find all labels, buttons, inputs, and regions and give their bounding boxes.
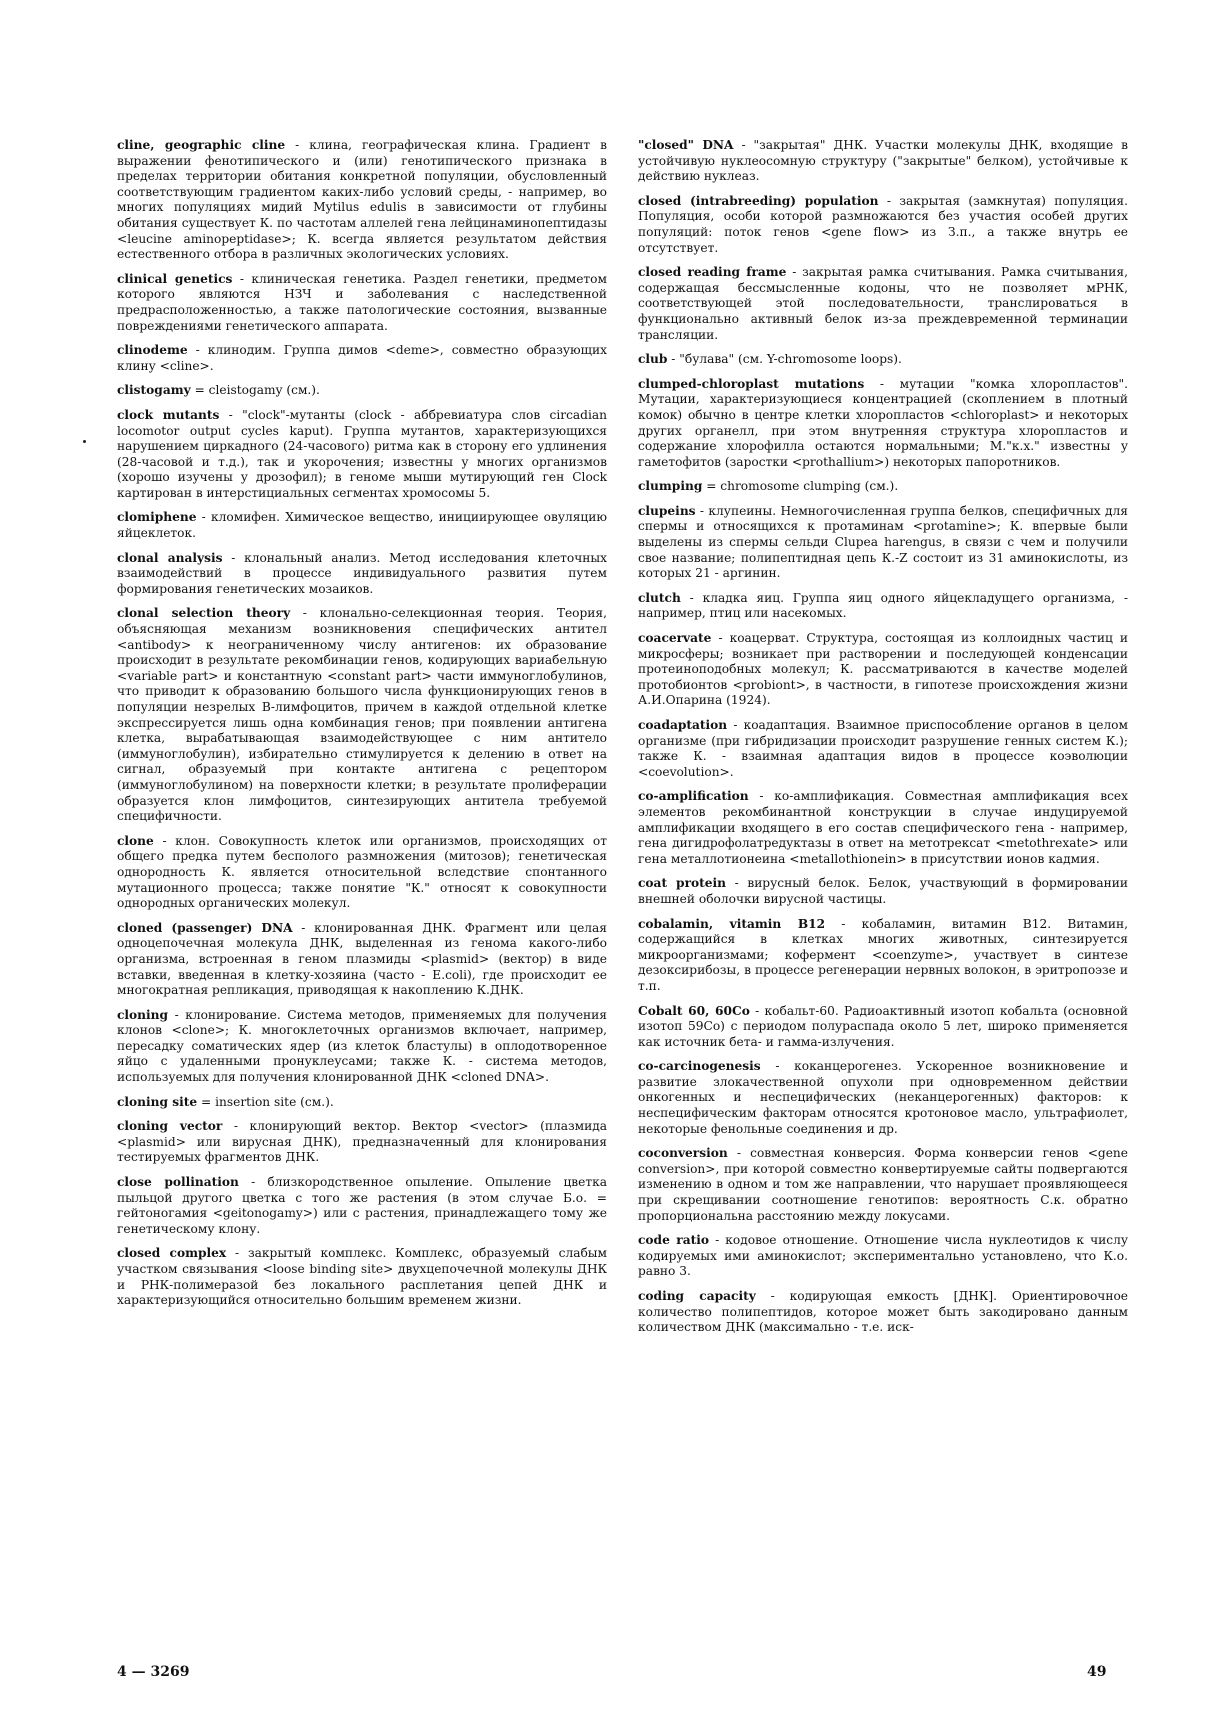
entry-term: closed reading frame	[638, 265, 787, 280]
dictionary-entry	[117, 1095, 607, 1111]
dictionary-entry	[117, 510, 607, 541]
entry-term: clinical genetics	[117, 271, 233, 286]
entry-term: clone	[117, 833, 154, 848]
dictionary-entry	[638, 876, 1128, 907]
dictionary-entry	[638, 377, 1128, 471]
printer-signature: 4 — 3269	[117, 1664, 190, 1680]
entry-definition: - кодовое отношение. Отношение числа нуклеотидов к числу кодируемых ими аминокислот; экспериментально установлено, что К.о. равно 3.	[638, 1233, 1128, 1279]
entry-term: co-amplification	[638, 789, 749, 804]
entry-term: club	[638, 352, 668, 367]
entry-term: Cobalt 60, 60Co	[638, 1003, 750, 1018]
entry-definition: - клонально-селекционная теория. Теория, объясняющая механизм возникновения специфических антител <antibody> к неограниченному числу антигенов: их образование происходит в результате рекомбинации генов, кодирующих вариабельную <variable part> и константную <constant part> части иммуноглобулинов, что приводит к образованию большого числа функционирующих генов в популяции незрелых В-лимфоцитов, причем в каждой отдельной клетке экспрессируется лишь одна комбинация генов; при появлении антигена клетка, вырабатывающая взаимодействующее с ним антитело (иммуноглобулин), избирательно стимулируется к делению в ответ на сигнал, образуемый при контакте антигена с рецептором (иммуноглобулином) на поверхности клетки; в результате пролиферации образуется клон лимфоцитов, синтезирующих антитела требуемой специфичности.	[117, 606, 607, 824]
entry-definition: = insertion site (см.).	[197, 1094, 334, 1109]
entry-term: clistogamy	[117, 383, 191, 398]
entry-definition: - "булава" (см. Y-chromosome loops).	[667, 352, 902, 367]
dictionary-entry	[638, 1146, 1128, 1224]
entry-term: closed complex	[117, 1246, 227, 1261]
dictionary-entry	[638, 789, 1128, 867]
dictionary-entry	[117, 138, 607, 263]
dictionary-entry	[117, 408, 607, 502]
entry-definition: - близкородственное опыление. Опыление цветка пыльцой другого цветка с того же растения (в этом случае Б.о. = гейтоногамия <geitonogamy>) или с растения, принадлежащего тому же генетическому клону.	[117, 1175, 607, 1236]
entry-term: clutch	[638, 590, 681, 605]
scan-speck	[83, 440, 86, 443]
entry-definition: - клон. Совокупность клеток или организмов, происходящих от общего предка путем бесполого размножения (митозов); генетическая однородность К. является относительной вследствие спонтанного мутационного процесса; также понятие "К." относят к совокупности однородных органических молекул.	[117, 833, 607, 911]
entry-term: cloning vector	[117, 1119, 223, 1134]
entry-term: cloning	[117, 1007, 169, 1022]
entry-term: clumping	[638, 479, 703, 494]
entry-definition: - мутации "комка хлоропластов". Мутации, характеризующиеся концентрацией (скоплением в плотный комок) обычно в центре клетки хлоропластов <chloroplast> и некоторых других органелл, при этом внутренняя структура хлоропластов и содержание хлорофилла остаются нормальными; М."к.х." известны у гаметофитов (заростки <prothallium>) некоторых папоротников.	[638, 376, 1128, 469]
dictionary-entry	[117, 606, 607, 824]
entry-term: code ratio	[638, 1233, 709, 1248]
dictionary-entry	[638, 504, 1128, 582]
dictionary-entry	[638, 352, 1128, 368]
entry-definition: - коадаптация. Взаимное приспособление органов в целом организме (при гибридизации происходит разрушение генных систем К.); также К. - взаимная адаптация видов в процессе коэволюции <coevolution>.	[638, 718, 1128, 779]
entry-definition: - клупеины. Немногочисленная группа белков, специфичных для спермы и относящихся к протаминам <protamine>; К. впервые были выделены из спермы сельди Clupea harengus, в связи с чем и получили свое название; полипептидная цепь К.-Z состоит из 31 аминокислоты, из которых 21 - аргинин.	[638, 503, 1128, 581]
entry-definition: - клинодим. Группа димов <deme>, совместно образующих клину <cline>.	[117, 343, 607, 373]
dictionary-entry	[638, 194, 1128, 256]
dictionary-entry	[117, 1175, 607, 1237]
entry-definition: = cleistogamy (см.).	[190, 383, 320, 398]
dictionary-entry	[638, 1289, 1128, 1336]
entry-term: clomiphene	[117, 510, 197, 525]
entry-term: clock mutants	[117, 407, 220, 422]
entry-definition: - коацерват. Структура, состоящая из коллоидных частиц и микросферы; возникает при растворении и последующей конденсации протеиноподобных молекул; К. рассматриваются в качестве моделей протобионтов <probiont>, в частности, в гипотезе происхождения жизни А.И.Опарина (1924).	[638, 631, 1128, 708]
page-number: 49	[1087, 1664, 1107, 1680]
entry-definition: - клиническая генетика. Раздел генетики, предметом которого являются НЗЧ и заболевания с наследственной предрасположенностью, а также патологические состояния, вызванные повреждениями генетического аппарата.	[117, 271, 607, 333]
dictionary-entry	[117, 921, 607, 999]
entry-term: cobalamin, vitamin B12	[638, 916, 826, 931]
dictionary-entry	[117, 1246, 607, 1308]
entry-term: clumped-chloroplast mutations	[638, 376, 865, 391]
entry-term: clonal selection theory	[117, 606, 291, 621]
entry-definition: - кломифен. Химическое вещество, инициирующее овуляцию яйцеклеток.	[117, 510, 607, 541]
dictionary-entry	[117, 551, 607, 598]
entry-term: coconversion	[638, 1146, 728, 1161]
dictionary-entry	[117, 383, 607, 399]
entry-term: coadaptation	[638, 718, 728, 732]
dictionary-entry	[638, 1004, 1128, 1051]
entry-definition: - "закрытая" ДНК. Участки молекулы ДНК, входящие в устойчивую нуклеосомную структуру ("закрытые" белком), устойчивые к действию нуклеаз.	[638, 138, 1128, 184]
dictionary-entry	[117, 343, 607, 374]
entry-term: "closed" DNA	[638, 138, 734, 152]
dictionary-entry	[638, 718, 1128, 780]
dictionary-entry	[638, 479, 1128, 495]
entry-term: cloning site	[117, 1094, 198, 1109]
dictionary-entry	[638, 1233, 1128, 1280]
entry-term: coacervate	[638, 631, 712, 646]
entry-definition: - "clock"-мутанты (clock - аббревиатура слов circadian locomotor output cycles kaput). Группа мутантов, характеризующихся нарушением циркадного (24-часового) ритма как в сторону его удлинения (28-часовой и т.д.), так и укорочения; известны у многих организмов (хорошо изучены у дрозофил); в геноме мыши мутирующий ген Clock картирован в интерстициальных сегментах хромосомы 5.	[117, 407, 607, 500]
dictionary-entry	[117, 272, 607, 334]
entry-term: closed (intrabreeding) population	[638, 193, 879, 208]
dictionary-entry	[638, 1059, 1128, 1137]
entry-definition: - клонирование. Система методов, применяемых для получения клонов <clone>; К. многоклеточных организмов включает, например, пересадку соматических ядер (из клеток бластулы) в оплодотворенное яйцо с удаленными пронуклеусами; также К. - система методов, используемых для получения клонированной ДНК <cloned DNA>.	[117, 1007, 607, 1085]
dictionary-entry	[117, 834, 607, 912]
entry-definition: - закрытый комплекс. Комплекс, образуемый слабым участком связывания <loose binding site> двухцепочечной молекулы ДНК и РНК-полимеразой без локального расплетания цепей ДНК и характеризующийся относительно большим временем жизни.	[117, 1246, 607, 1308]
entry-term: coat protein	[638, 876, 726, 891]
entry-definition: - кобаламин, витамин B12. Витамин, содержащийся в клетках многих животных, синтезируется микроорганизмами; кофермент <coenzyme>, участвует в синтезе дезоксирибозы, в процессе регенерации нервных волокон, в эритропоэзе и т.п.	[638, 916, 1129, 993]
entry-term: cloned (passenger) DNA	[117, 920, 293, 935]
entry-definition: - клональный анализ. Метод исследования клеточных взаимодействий в процессе индивидуального развития путем формирования генетических мозаиков.	[117, 550, 607, 596]
entry-term: clonal analysis	[117, 550, 223, 565]
entry-definition: - клонированная ДНК. Фрагмент или целая одноцепочечная молекула ДНК, выделенная из генома какого-либо организма, встроенная в геном плазмиды <plasmid> (вектор) в виде вставки, введенная в клетку-хозяина (часто - E.coli), где происходит ее многократная репликация, приводящая к накоплению К.ДНК.	[117, 920, 607, 998]
entry-definition: - закрытая (замкнутая) популяция. Популяция, особи которой размножаются без участия особей других популяций: поток генов <gene flow> из З.п., а также внутрь ее отсутствует.	[638, 193, 1128, 255]
entry-definition: - клонирующий вектор. Вектор <vector> (плазмида <plasmid> или вирусная ДНК), предназначенный для клонирования тестируемых фрагментов ДНК.	[117, 1119, 607, 1165]
entry-definition: - совместная конверсия. Форма конверсии генов <gene conversion>, при которой совместно конвертируемые сайты подвергаются изменению в одном и том же направлении, что нарушает проявляющееся при скрещивании соотношение генотипов: вероятность С.к. обратно пропорциональна расстоянию между локусами.	[638, 1146, 1128, 1223]
left-column	[117, 138, 607, 1318]
entry-term: co-carcinogenesis	[638, 1059, 761, 1074]
dictionary-entry	[117, 1008, 607, 1086]
dictionary-entry	[638, 265, 1128, 343]
entry-definition: - вирусный белок. Белок, участвующий в формировании внешней оболочки вирусной частицы.	[638, 876, 1128, 906]
dictionary-entry	[638, 591, 1128, 622]
dictionary-entry	[638, 138, 1128, 185]
entry-term: coding capacity	[638, 1289, 756, 1303]
entry-definition: - коканцерогенез. Ускоренное возникновение и развитие злокачественной опухоли при одновременном действии онкогенных и неспецифических (неканцерогенных) факторов: к неспецифическим факторам относятся кротоновое масло, ультрафиолет, некоторые фенольные соединения и др.	[638, 1059, 1128, 1136]
entry-definition: - закрытая рамка считывания. Рамка считывания, содержащая бессмысленные кодоны, что не позволяет мРНК, соответствующей этой последовательности, транслироваться в функционально активный белок из-за преждевременной терминации трансляции.	[638, 265, 1128, 342]
dictionary-entry	[638, 917, 1128, 995]
entry-definition: - кодирующая емкость [ДНК]. Ориентировочное количество полипептидов, которое может быть закодировано данным количеством ДНК (максимально - т.е. иск-	[638, 1289, 1129, 1335]
entry-definition: - ко-амплификация. Совместная амплификация всех элементов рекомбинантной конструкции в случае индуцируемой амплификации входящего в его состав специфического гена - например, гена дигидрофолатредуктазы в ответ на метотрексат <metothrexate> или гена металлотионеина <metallothionein> в присутствии ионов кадмия.	[638, 789, 1128, 866]
dictionary-entry	[117, 1119, 607, 1166]
dictionary-entry	[638, 631, 1128, 709]
entry-term: clupeins	[638, 503, 696, 518]
right-column	[638, 138, 1128, 1345]
entry-definition: - кобальт-60. Радиоактивный изотоп кобальта (основной изотоп 59Co) с периодом полураспада около 5 лет, широко применяется как источник бета- и гамма-излучения.	[638, 1003, 1128, 1049]
entry-term: close pollination	[117, 1175, 239, 1190]
entry-term: cline, geographic cline	[117, 138, 286, 152]
entry-definition: = chromosome clumping (см.).	[702, 479, 899, 494]
entry-definition: - клина, географическая клина. Градиент в выражении фенотипического и (или) генотипического признака в пределах территории обитания конкретной популяции, обусловленный соответствующим градиентом каких-либо условий среды, - например, во многих популяциях мидий Mytilus edulis в зависимости от глубины обитания существует К. по частотам аллелей гена лейцинаминопептидазы <leucine aminopeptidase>; К. всегда является результатом действия естественного отбора в различных экологических условиях.	[117, 138, 608, 262]
entry-term: clinodeme	[117, 343, 188, 358]
entry-definition: - кладка яиц. Группа яиц одного яйцекладущего организма, - например, птиц или насекомых.	[638, 590, 1128, 621]
